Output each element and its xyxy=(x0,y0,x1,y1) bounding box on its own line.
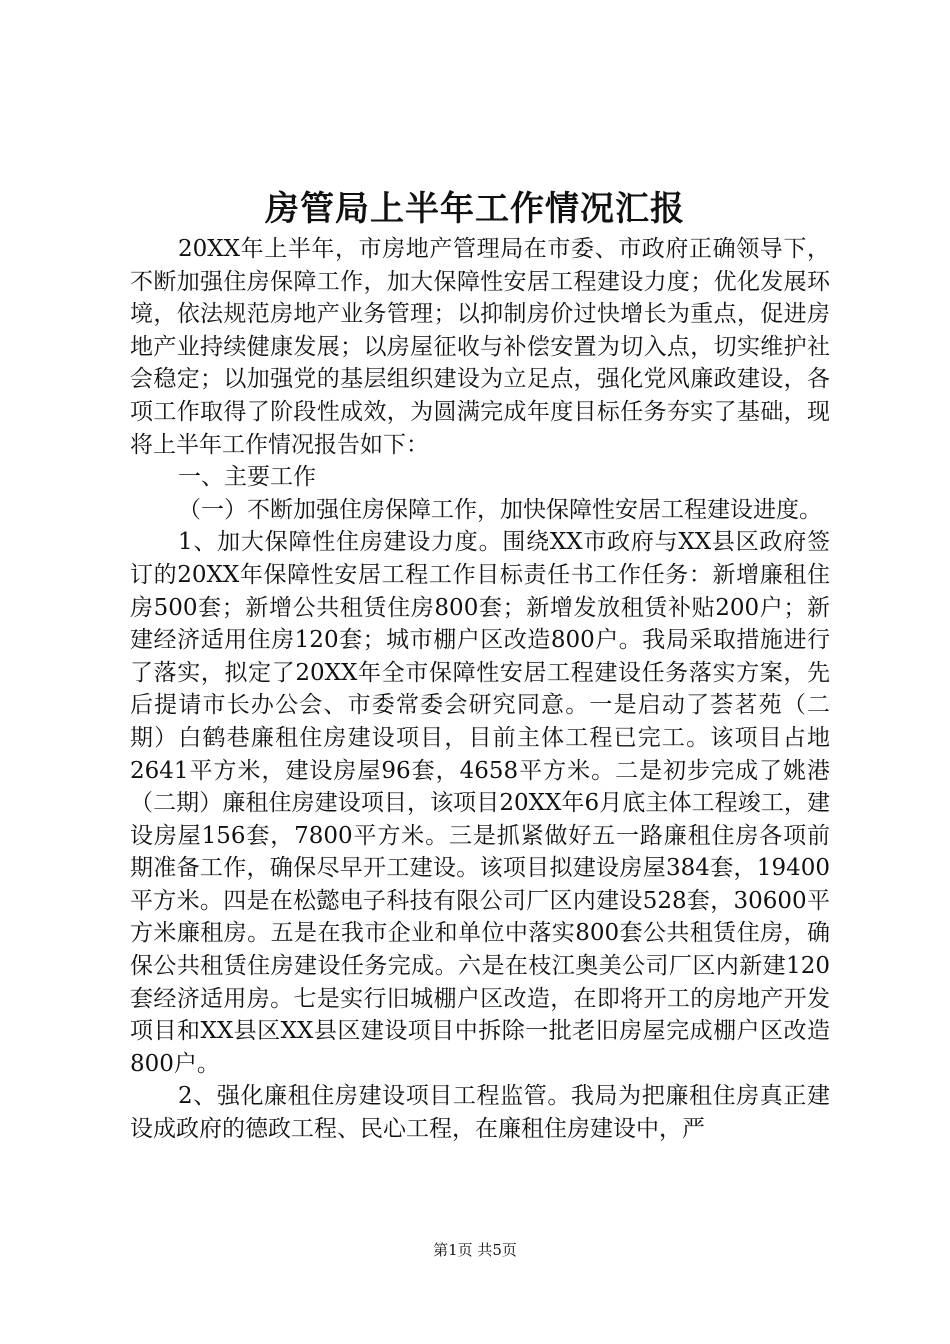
item-paragraph-1: 1、加大保障性住房建设力度。围绕XX市政府与XX县区政府签订的20XX年保障性安居工程工作目标责任书工作任务：新增廉租住房500套；新增公共租赁住房800套；新增发放租赁补贴200户；新建经济适用住房120套；城市棚户区改造800户。我局采取措施进行了落实，拟定了20XX年全市保障性安居工程建设任务落实方案，先后提请市长办公会、市委常委会研究同意。一是启动了荟茗苑（二期）白鹤巷廉租住房建设项目，目前主体工程已完工。该项目占地2641平方米，建设房屋96套，4658平方米。二是初步完成了姚港（二期）廉租住房建设项目，该项目20XX年6月底主体工程竣工，建设房屋156套，7800平方米。三是抓紧做好五一路廉租住房各项前期准备工作，确保尽早开工建设。该项目拟建设房屋384套，19400平方米。四是在松懿电子科技有限公司厂区内建设528套，30600平方米廉租房。五是在我市企业和单位中落实800套公共租赁住房，确保公共租赁住房建设任务完成。六是在枝江奥美公司厂区内新建120套经济适用房。七是实行旧城棚户区改造，在即将开工的房地产开发项目和XX县区XX县区建设项目中拆除一批老旧房屋完成棚户区改造800户。 xyxy=(130,529,830,1077)
document-title: 房管局上半年工作情况汇报 xyxy=(265,189,685,229)
item-paragraph-2: 2、强化廉租住房建设项目工程监管。我局为把廉租住房真正建设成政府的德政工程、民心工程，在廉租住房建设中，严 xyxy=(130,1083,830,1143)
section-heading-main-work: 一、主要工作 xyxy=(178,464,316,491)
intro-paragraph: 20XX年上半年，市房地产管理局在市委、市政府正确领导下，不断加强住房保障工作，加大保障性安居工程建设力度；优化发展环境，依法规范房地产业务管理；以抑制房价过快增长为重点，促进房地产业持续健康发展；以房屋征收与补偿安置为切入点，切实维护社会稳定；以加强党的基层组织建设为立足点，强化党风廉政建设，各项工作取得了阶段性成效，为圆满完成年度目标任务夯实了基础，现将上半年工作情况报告如下： xyxy=(130,236,830,458)
subsection-heading-housing-security: （一）不断加强住房保障工作，加快保障性安居工程建设进度。 xyxy=(178,496,822,523)
document-body xyxy=(130,233,830,1146)
page-footer: 第1页 共5页 xyxy=(433,1241,517,1259)
